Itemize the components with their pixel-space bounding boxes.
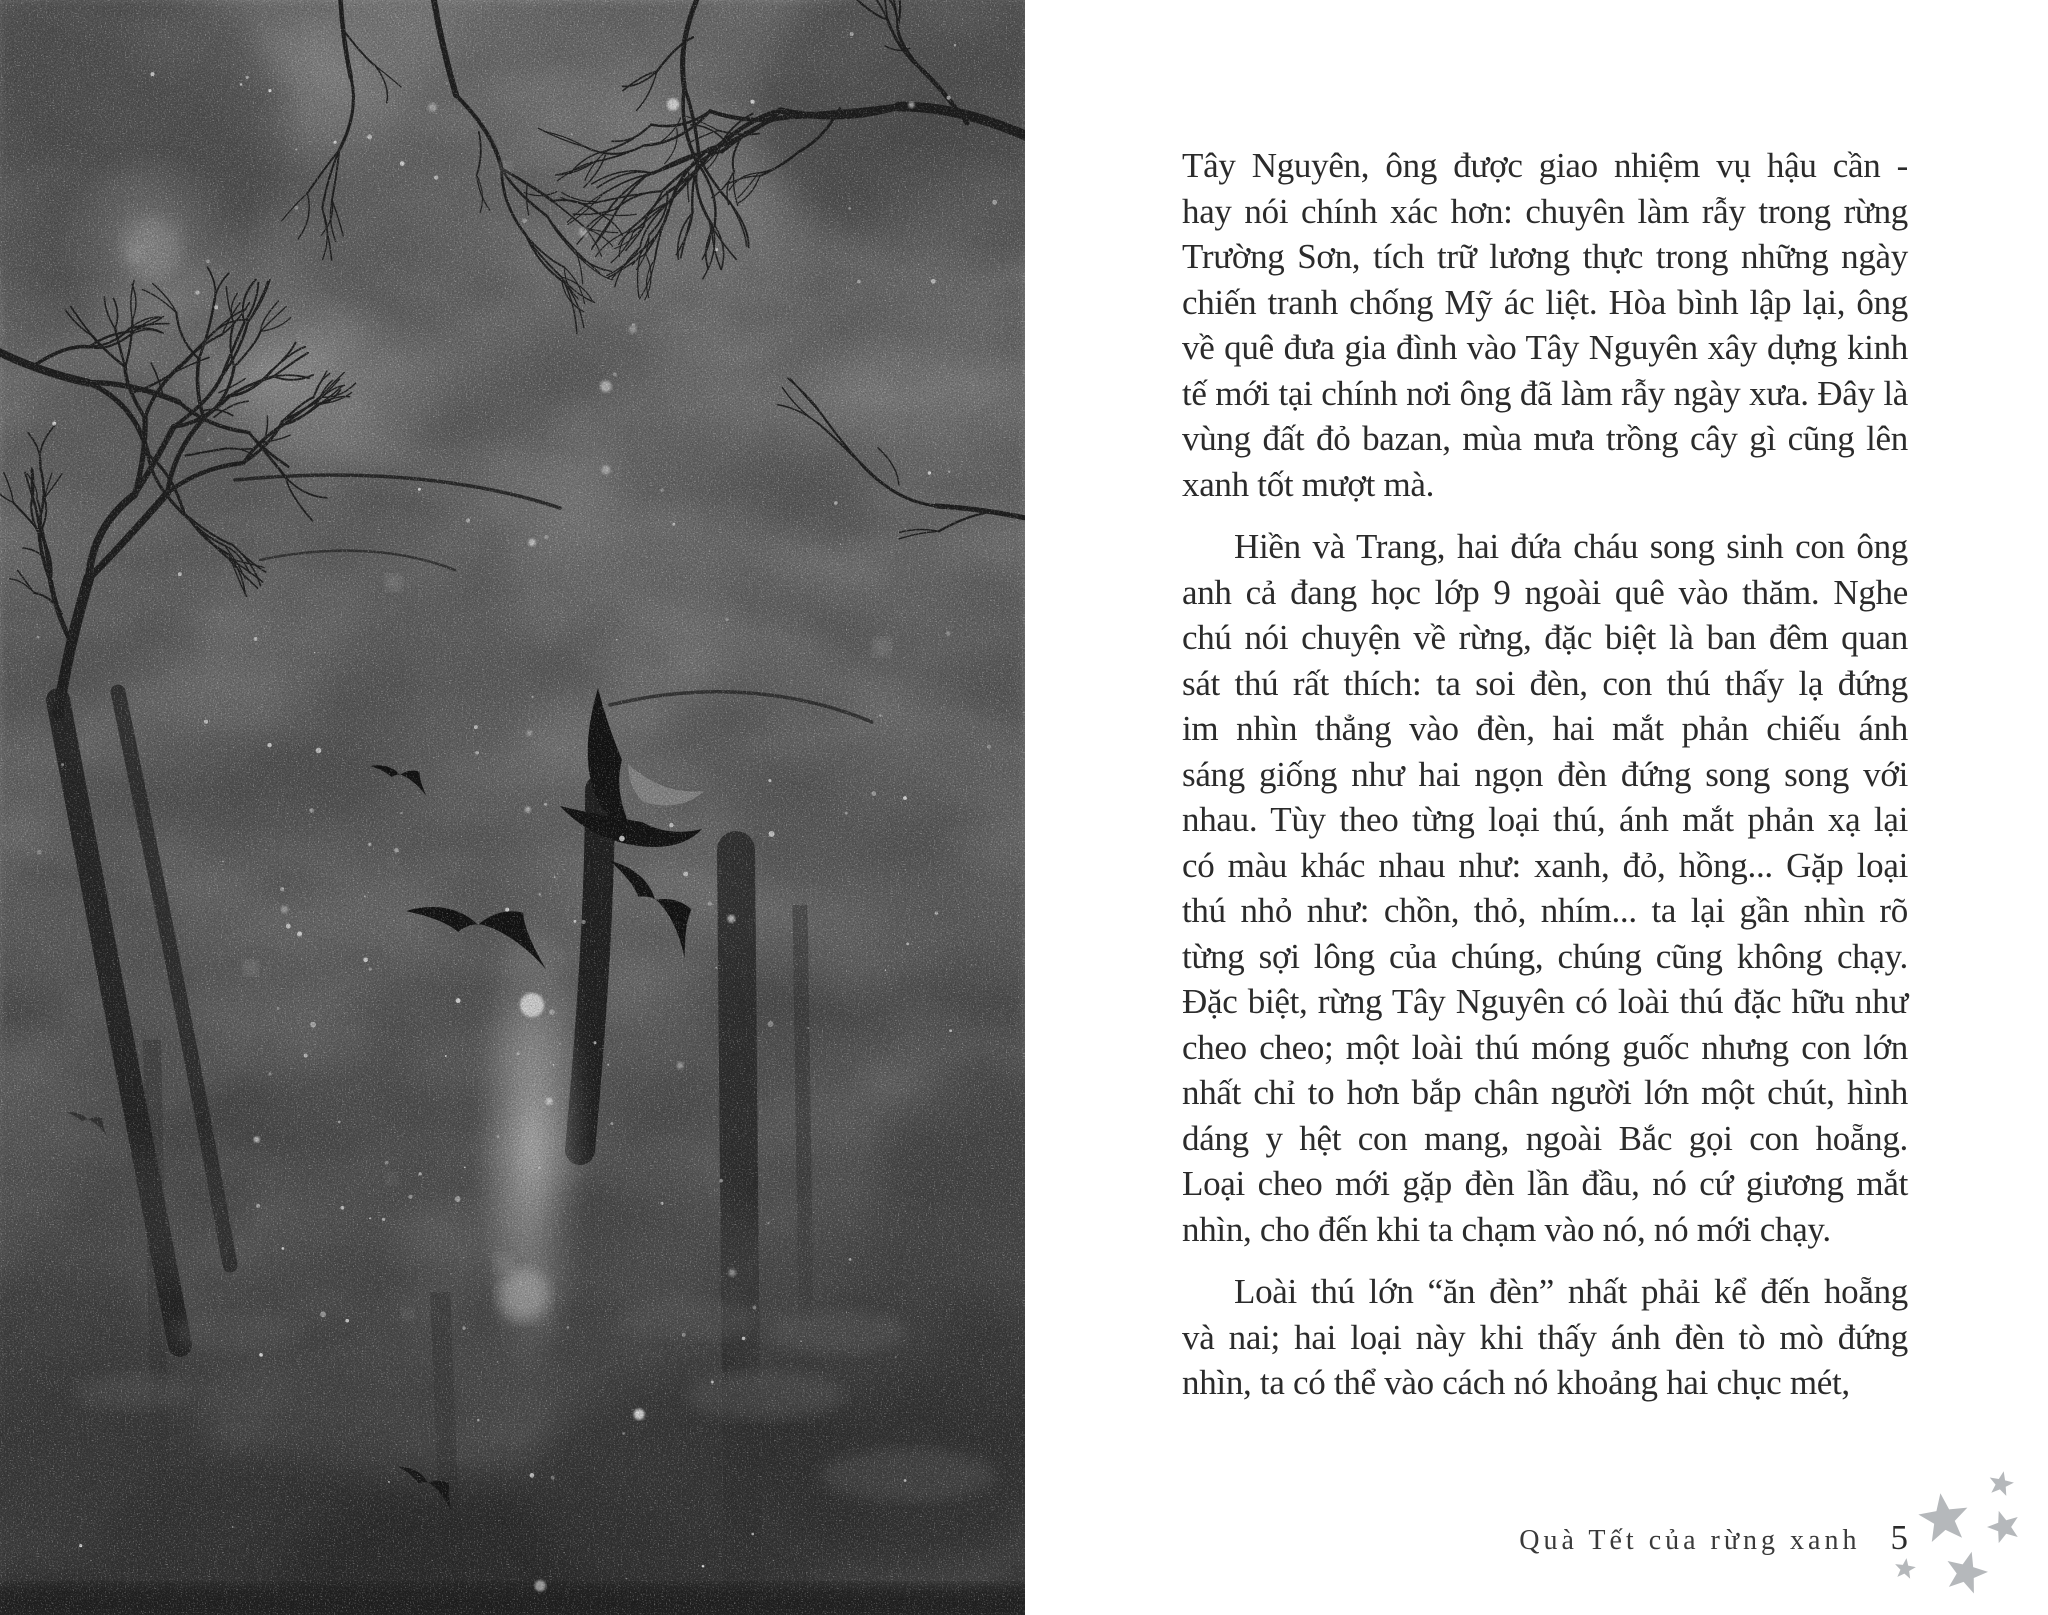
page-footer: [1182, 1518, 1908, 1570]
paragraph: [1182, 524, 1908, 1252]
star-icon: [1893, 1557, 1916, 1580]
text-line: anh cả đang học lớp 9 ngoài quê vào thăm. Nghe: [1182, 572, 1908, 612]
star-icon: [1941, 1546, 1992, 1595]
text-line: hay nói chính xác hơn: chuyên làm rẫy trong rừng: [1182, 191, 1908, 231]
text-line: nhìn, cho đến khi ta chạm vào nó, nó mới chạy.: [1182, 1209, 1831, 1249]
paragraph: [1182, 143, 1908, 507]
text-line: thú nhỏ như: chồn, thỏ, nhím... ta lại gần nhìn rõ: [1182, 891, 1908, 930]
text-line: Hiền và Trang, hai đứa cháu song sinh con ông: [1234, 527, 1908, 566]
text-line: im nhìn thẳng vào đèn, hai mắt phản chiếu ánh: [1182, 709, 1908, 748]
text-line: nhìn, ta có thể vào cách nó khoảng hai chục mét,: [1182, 1363, 1850, 1402]
text-line: Loài thú lớn “ăn đèn” nhất phải kể đến hoẵng: [1234, 1272, 1908, 1311]
paragraph: [1182, 1269, 1908, 1406]
text-line: xanh tốt mượt mà.: [1182, 464, 1435, 504]
text-line: tế mới tại chính nơi ông đã làm rẫy ngày xưa. Đây là: [1182, 373, 1908, 413]
text-line: nhất chỉ to hơn bắp chân người lớn một chút, hình: [1182, 1073, 1908, 1112]
text-line: Đặc biệt, rừng Tây Nguyên có loài thú đặc hữu như: [1182, 982, 1908, 1021]
text-line: sáng giống như hai ngọn đèn đứng song song với: [1182, 754, 1908, 794]
text-line: từng sợi lông của chúng, chúng cũng không chạy.: [1182, 936, 1908, 976]
running-title: Quà Tết của rừng xanh: [1519, 1525, 1861, 1556]
text-line: Tây Nguyên, ông được giao nhiệm vụ hậu cần -: [1182, 146, 1908, 185]
text-line: chiến tranh chống Mỹ ác liệt. Hòa bình lập lại, ông: [1182, 282, 1908, 322]
star-icon: [1916, 1490, 1972, 1543]
star-icon: [1987, 1469, 2016, 1497]
text-line: Loại cheo mới gặp đèn lần đầu, nó cứ giương mắt: [1182, 1164, 1908, 1203]
text-line: chú nói chuyện về rừng, đặc biệt là ban đêm quan: [1182, 618, 1908, 657]
text-line: cheo cheo; một loài thú móng guốc nhưng con lớn: [1182, 1027, 1908, 1067]
text-line: vùng đất đỏ bazan, mùa mưa trồng cây gì cũng lên: [1182, 419, 1908, 458]
text-line: dáng y hệt con mang, ngoài Bắc gọi con hoẵng.: [1182, 1118, 1908, 1158]
page-text: [1182, 143, 1908, 1406]
star-icon: [1983, 1506, 2023, 1545]
text-line: về quê đưa gia đình vào Tây Nguyên xây dựng kinh: [1182, 328, 1908, 367]
text-line: và nai; hai loại này khi thấy ánh đèn tò mò đứng: [1182, 1317, 1908, 1357]
text-line: nhau. Tùy theo từng loại thú, ánh mắt phản xạ lại: [1182, 800, 1908, 839]
footer-stars-decoration: [1875, 1450, 2048, 1615]
text-line: Trường Sơn, tích trữ lương thực trong những ngày: [1182, 237, 1908, 276]
text-line: có màu khác nhau như: xanh, đỏ, hồng... Gặp loại: [1182, 845, 1908, 885]
page-number: 5: [1890, 1518, 1908, 1557]
text-line: sát thú rất thích: ta soi đèn, con thú thấy lạ đứng: [1182, 663, 1908, 703]
